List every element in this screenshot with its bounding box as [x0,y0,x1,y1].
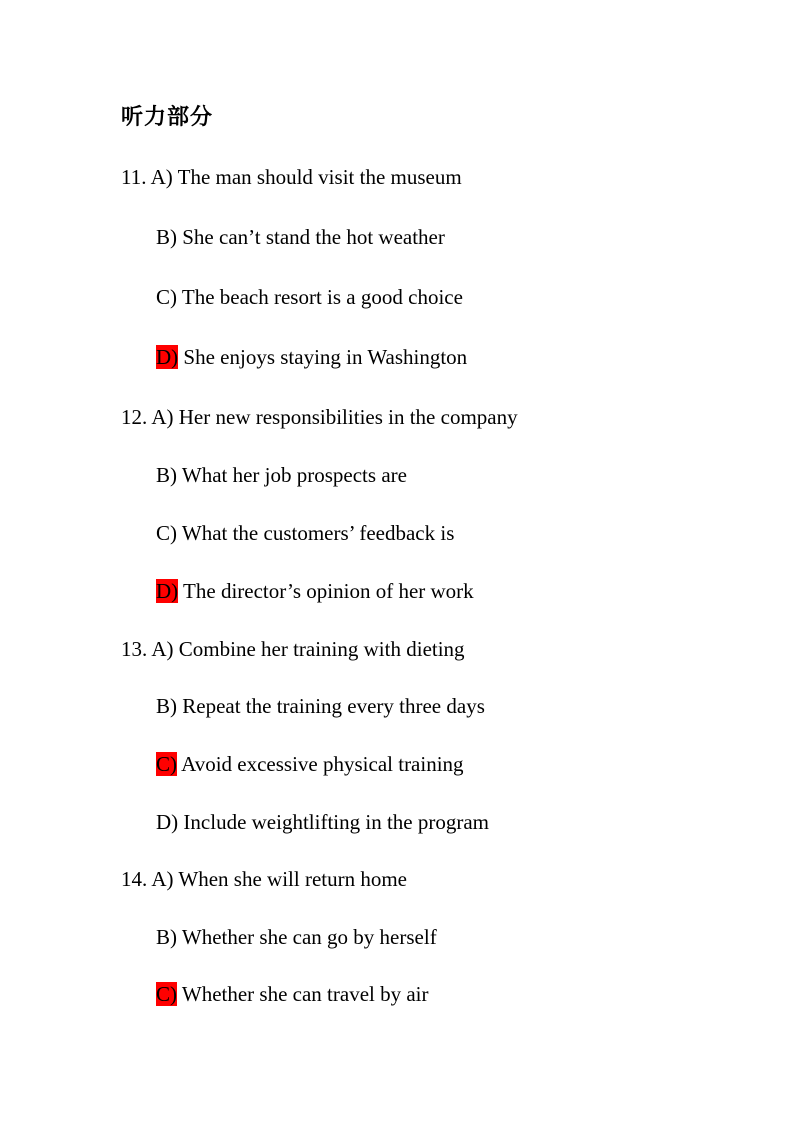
question-13-option-c [156,749,464,779]
option-text: When she will return home [178,867,407,891]
question-number: 12. [121,405,148,429]
question-14-option-c [156,979,429,1009]
option-letter: B) [156,463,177,487]
option-text: The director’s opinion of her work [183,579,474,603]
option-letter: B) [156,925,177,949]
question-11-option-d [156,342,467,372]
option-text: The man should visit the museum [177,165,462,189]
option-letter: A) [151,405,174,429]
option-letter: B) [156,694,177,718]
option-text: What the customers’ feedback is [181,521,455,545]
option-letter: A) [151,637,174,661]
question-12-option-b [156,460,407,490]
question-number: 14. [121,867,148,891]
question-14-option-a [121,864,407,894]
answer-highlight: C) [156,752,177,776]
option-text: Combine her training with dieting [178,637,465,661]
question-13-option-a [121,634,465,664]
option-text: Repeat the training every three days [182,694,485,718]
answer-highlight: D) [156,579,179,603]
option-text: What her job prospects are [181,463,407,487]
question-11-option-c [156,282,463,312]
question-13-option-b [156,691,485,721]
question-14-option-b [156,922,437,952]
answer-highlight: C) [156,982,177,1006]
question-number: 11. [121,165,147,189]
option-text: She enjoys staying in Washington [183,345,468,369]
option-text: The beach resort is a good choice [181,285,463,309]
option-letter: B) [156,225,177,249]
option-text: She can’t stand the hot weather [182,225,445,249]
answer-highlight: D) [156,345,179,369]
question-11-option-a [121,162,462,192]
option-text: Include weightlifting in the program [183,810,490,834]
question-11-option-b [156,222,445,252]
option-letter: C) [156,285,177,309]
option-letter: A) [150,165,173,189]
question-number: 13. [121,637,148,661]
option-letter: D) [156,810,179,834]
option-text: Her new responsibilities in the company [178,405,518,429]
question-13-option-d [156,807,489,837]
option-text: Whether she can travel by air [181,982,429,1006]
question-12-option-c [156,518,454,548]
option-letter: A) [151,867,174,891]
question-12-option-d [156,576,474,606]
question-12-option-a [121,402,518,432]
option-letter: C) [156,521,177,545]
section-heading: 听力部分 [121,105,214,130]
option-text: Whether she can go by herself [181,925,437,949]
option-text: Avoid excessive physical training [181,752,464,776]
